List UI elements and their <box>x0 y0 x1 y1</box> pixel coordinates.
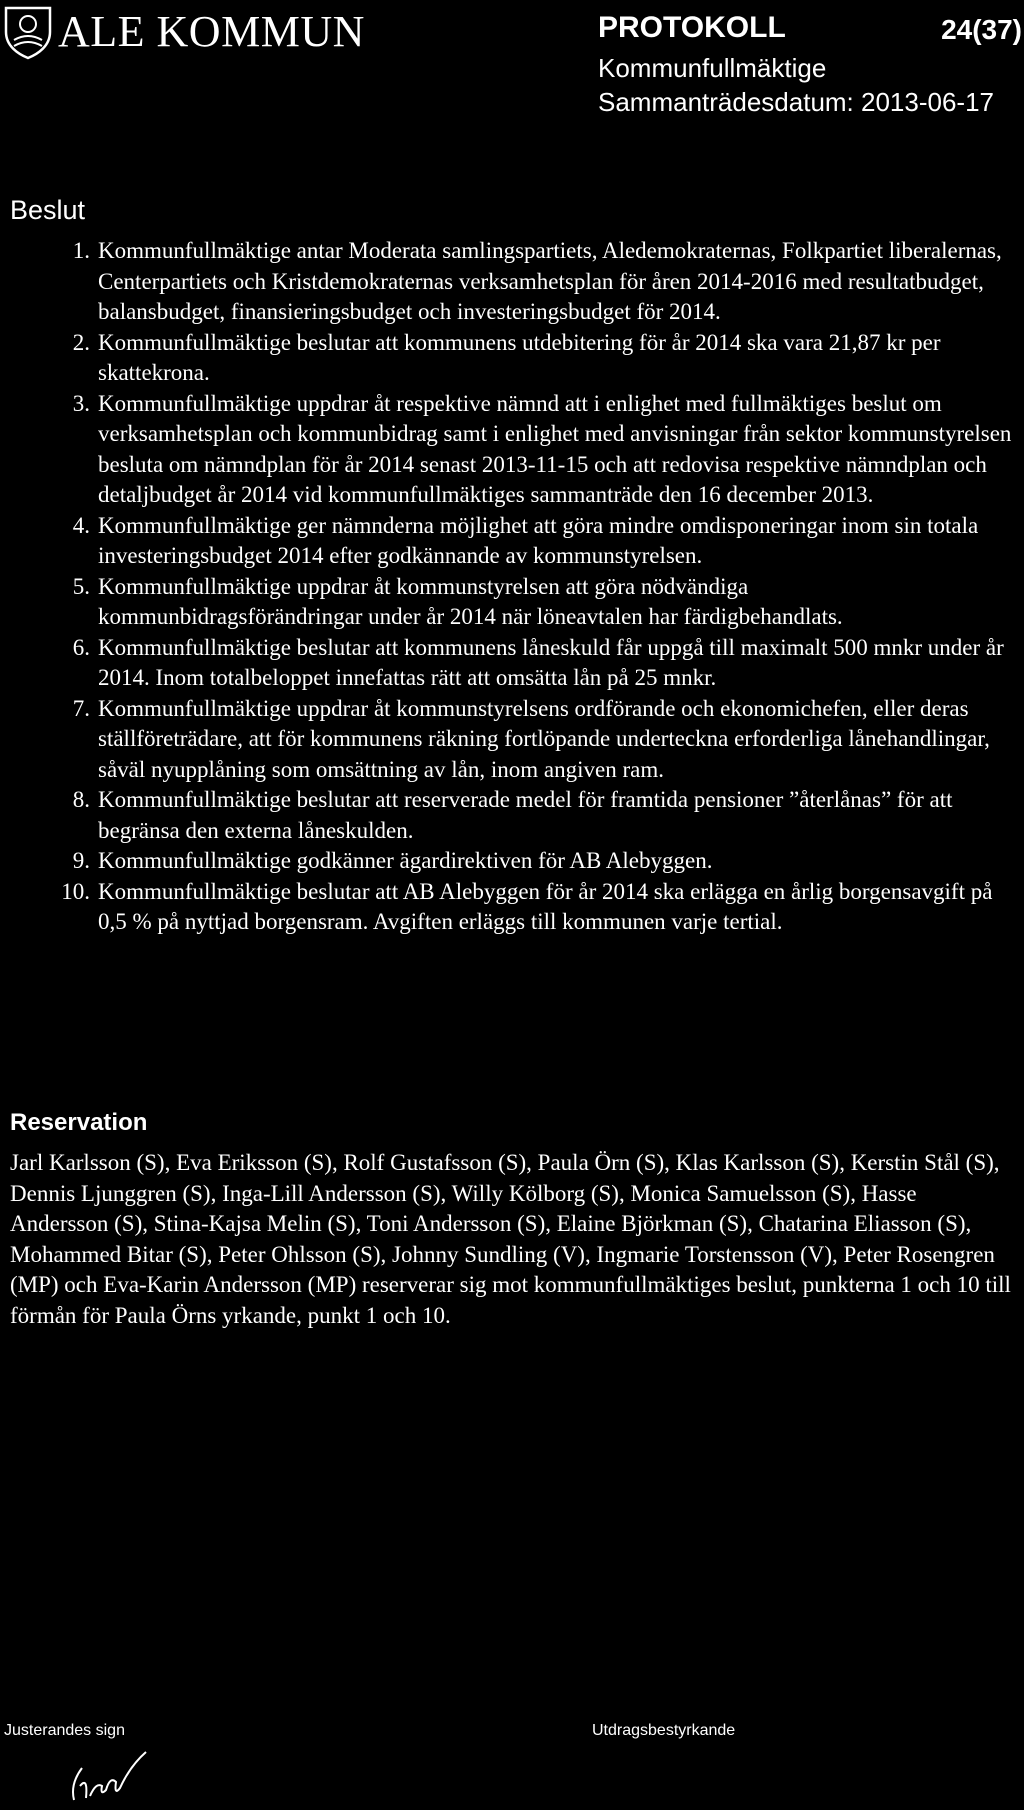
organization-name: ALE KOMMUN <box>58 7 365 56</box>
body-name: Kommunfullmäktige <box>598 53 827 83</box>
page-number: 24(37) <box>941 14 1022 45</box>
document-type: PROTOKOLL <box>598 11 786 44</box>
list-item <box>56 511 1018 572</box>
footer-justerandes-sign: Justerandes sign <box>4 1722 125 1739</box>
list-item <box>56 633 1018 694</box>
reservation-text: Jarl Karlsson (S), Eva Eriksson (S), Rolf Gustafsson (S), Paula Örn (S), Klas Karlsson (S), Kerstin Stål (S), Dennis Ljunggren (S), Inga-Lill Andersson (S), Willy Kölborg (S), Monica Samuelsson (S), Hasse Andersson (S), Stina-Kajsa Melin (S), Toni Andersson (S), Elaine Björkman (S), Chatarina Eliasson (S), Mohammed Bitar (S), Peter Ohlsson (S), Johnny Sundling (V), Ingmarie Torstensson (V), Peter Rosengren (MP) och Eva-Karin Andersson (MP) reserverar sig mot kommunfullmäktiges beslut, punkterna 1 och 10 till förmån för Paula Örns yrkande, punkt 1 och 10. <box>10 1150 1011 1328</box>
list-item <box>56 846 1018 877</box>
list-item <box>56 328 1018 389</box>
footer-utdragsbestyrkande: Utdragsbestyrkande <box>592 1722 736 1739</box>
item-number: 3. <box>72 390 90 416</box>
list-item <box>56 877 1018 938</box>
list-item <box>56 785 1018 846</box>
item-number: 2. <box>72 329 90 355</box>
item-number: 8. <box>72 787 90 812</box>
crest-icon <box>2 4 54 60</box>
item-text: Kommunfullmäktige uppdrar åt kommunstyrelsens ordförande och ekonomichefen, eller deras ställföreträdare, att för kommunens räkning fortlöpande underteckna erforderliga lånehandlingar, såväl nyupplåning som omsättning av lån, inom angiven ram. <box>98 695 990 782</box>
section-heading-reservation: Reservation <box>10 1109 148 1136</box>
item-number: 7. <box>72 695 90 721</box>
item-text: Kommunfullmäktige beslutar att kommunens låneskuld får uppgå till maximalt 500 mnkr under år 2014. Inom totalbeloppet innefattas rätt att omsätta lån på 25 mnkr. <box>98 634 1004 690</box>
item-text: Kommunfullmäktige ger nämnderna möjlighet att göra mindre omdisponeringar inom sin totala investeringsbudget 2014 efter godkännande av kommunstyrelsen. <box>98 512 979 568</box>
list-item <box>56 694 1018 786</box>
item-text: Kommunfullmäktige uppdrar åt kommunstyrelsen att göra nödvändiga kommunbidragsförändringar under år 2014 när löneavtalen har färdigbehandlats. <box>98 573 843 629</box>
list-item <box>56 572 1018 633</box>
item-text: Kommunfullmäktige beslutar att reserverade medel för framtida pensioner ”återlånas” för att begränsa den externa låneskulden. <box>98 787 953 843</box>
item-text: Kommunfullmäktige uppdrar åt respektive nämnd att i enlighet med fullmäktiges beslut om verksamhetsplan och kommunbidrag samt i enlighet med anvisningar från sektor kommunstyrelsen besluta om nämndplan för år 2014 senast 2013-11-15 och att redovisa respektive nämndplan och detaljbudget år 2014 vid kommunfullmäktiges sammanträde den 16 december 2013. <box>98 390 1012 507</box>
item-number: 10. <box>61 878 90 904</box>
item-number: 1. <box>72 238 90 263</box>
item-number: 4. <box>72 512 90 538</box>
item-text: Kommunfullmäktige beslutar att AB Alebyggen för år 2014 ska erlägga en årlig borgensavgift på 0,5 % på nyttjad borgensram. Avgiften erläggs till kommunen varje tertial. <box>98 878 993 934</box>
list-item <box>56 389 1018 511</box>
decision-list <box>56 236 1018 938</box>
item-text: Kommunfullmäktige godkänner ägardirektiven för AB Alebyggen. <box>98 848 713 873</box>
item-number: 5. <box>72 573 90 599</box>
signature-icon <box>60 1746 150 1806</box>
list-item <box>56 236 1018 328</box>
meeting-date: Sammanträdesdatum: 2013-06-17 <box>598 87 995 117</box>
section-heading-beslut: Beslut <box>10 195 86 225</box>
item-text: Kommunfullmäktige antar Moderata samlingspartiets, Aledemokraternas, Folkpartiet liberalernas, Centerpartiets och Kristdemokraternas verksamhetsplan för åren 2014-2016 med resultatbudget, balansbudget, finansieringsbudget och investeringsbudget för 2014. <box>98 238 1002 324</box>
item-number: 6. <box>72 634 90 660</box>
item-number: 9. <box>72 848 90 873</box>
item-text: Kommunfullmäktige beslutar att kommunens utdebitering för år 2014 ska vara 21,87 kr per skattekrona. <box>98 329 941 385</box>
